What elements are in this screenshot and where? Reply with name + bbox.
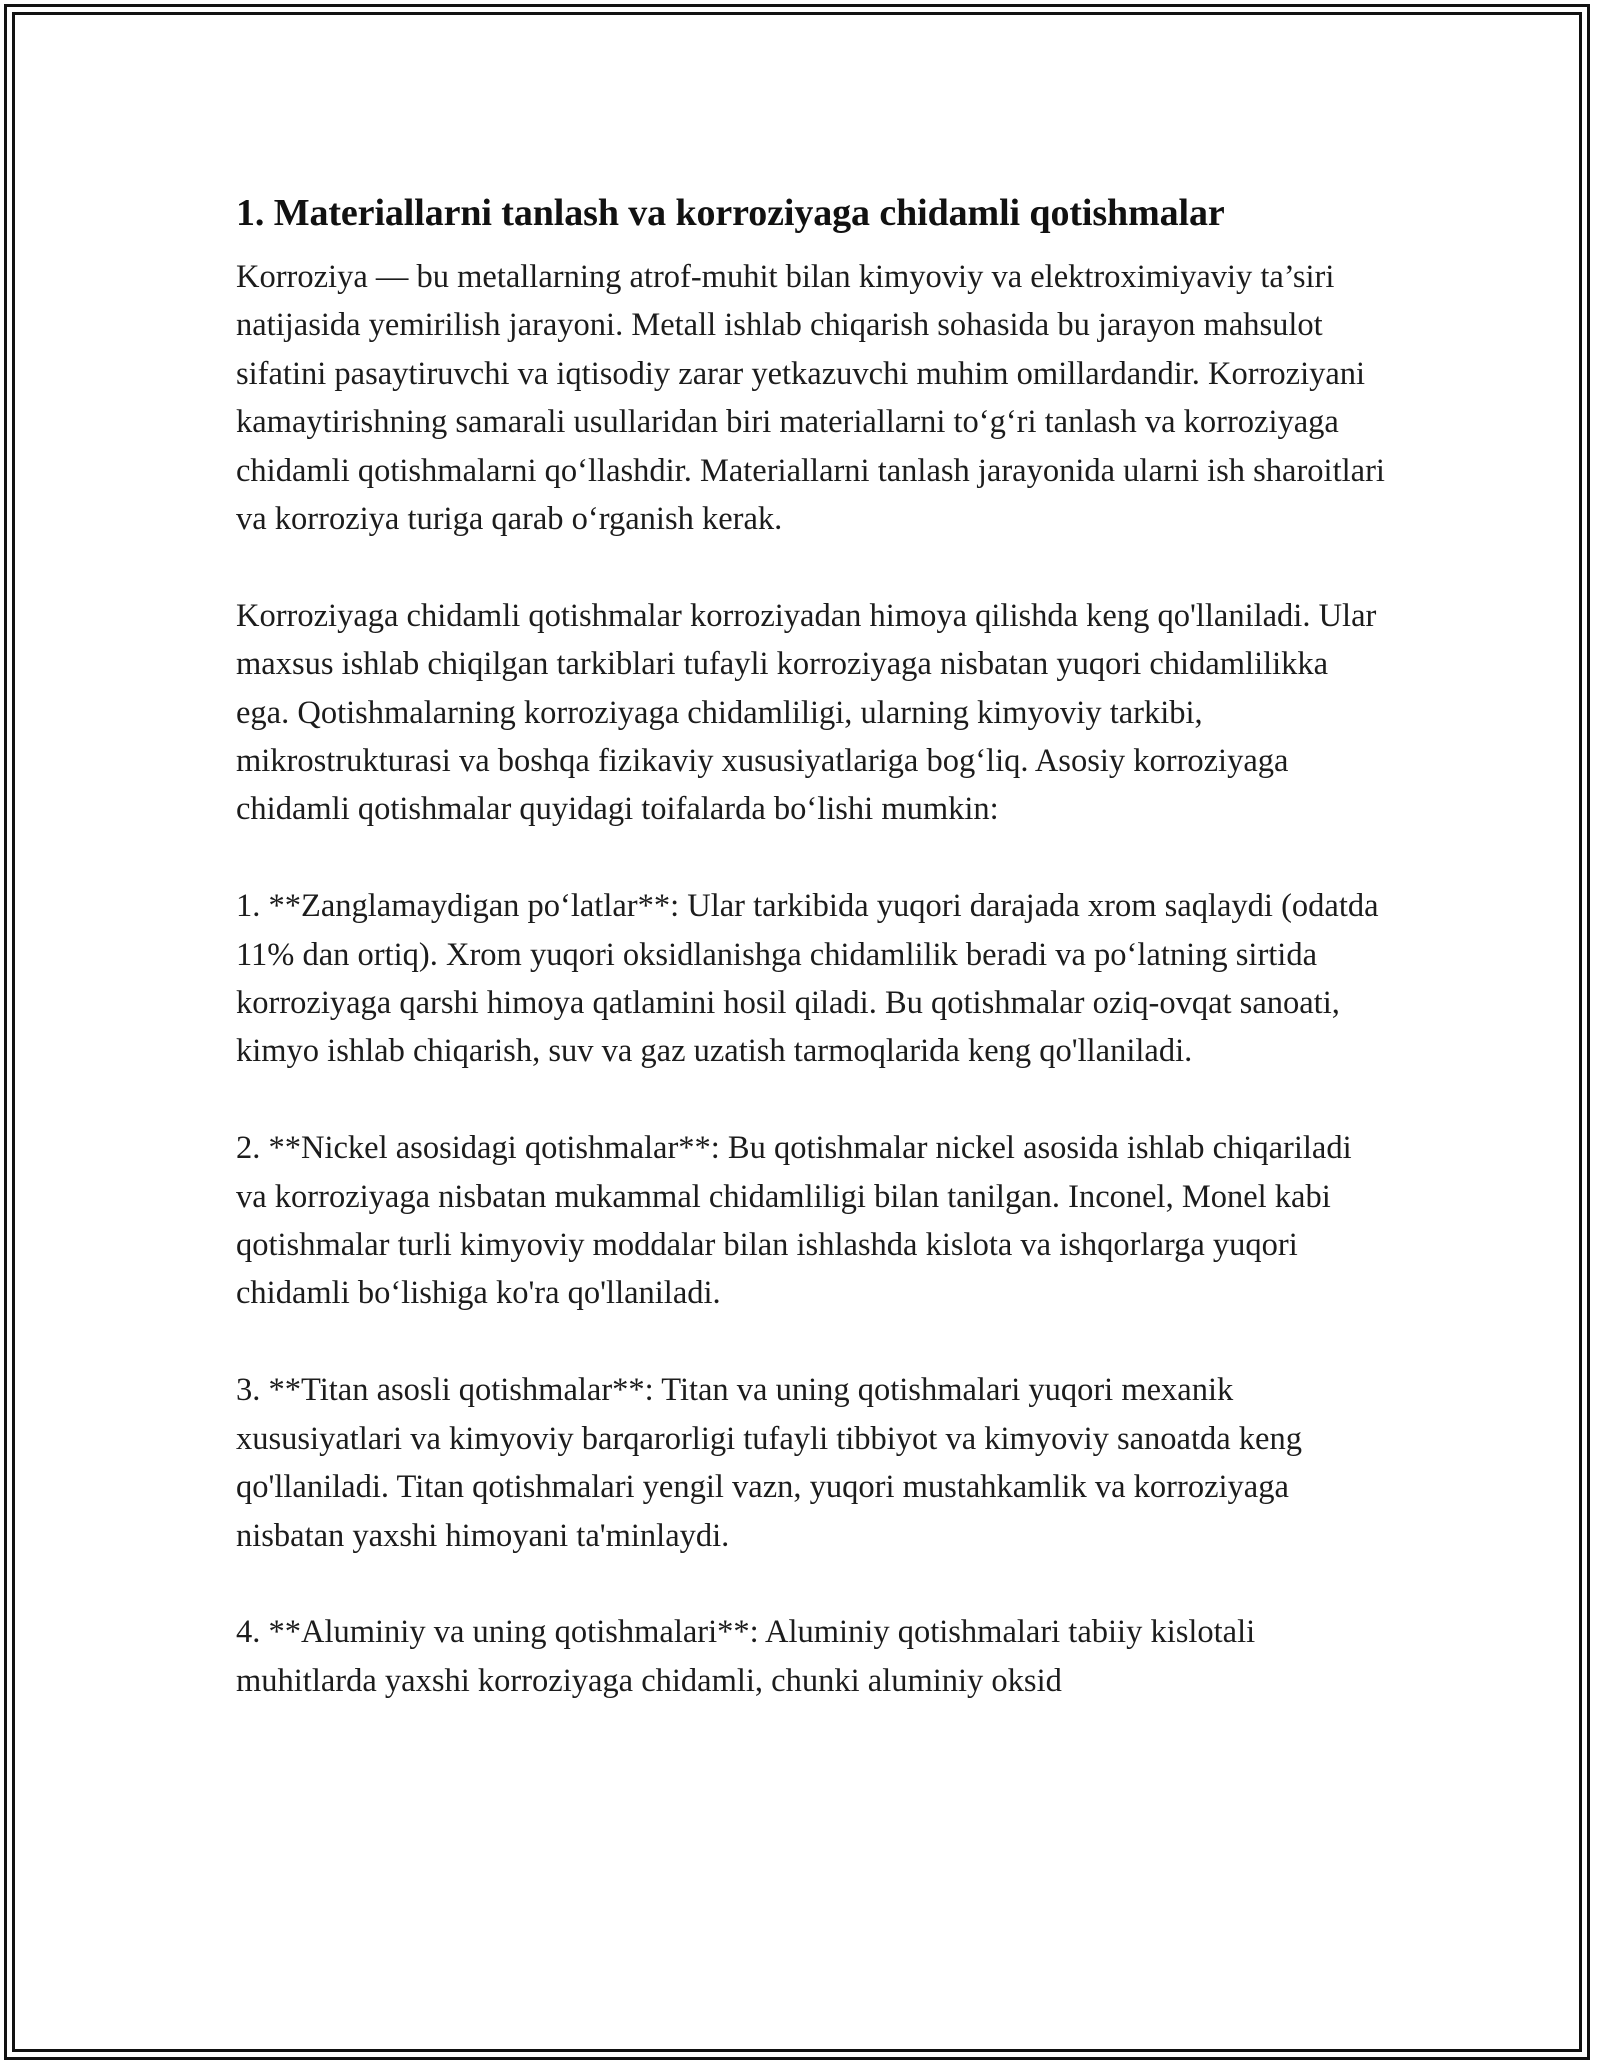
list-item-stainless-steel: 1. **Zanglamaydigan po‘latlar**: Ular tarkibida yuqori darajada xrom saqlaydi (odatda 11% dan ortiq). Xrom yuqori oksidlanishga chidamlilik beradi va po‘latning sirtida korroziyaga qarshi himoya qatlamini hosil qiladi. Bu qotishmalar oziq-ovqat sanoati, kimyo ishlab chiqarish, suv va gaz uzatish tarmoqlarida keng qo'llaniladi. xyxy=(236,888,1379,1070)
paragraph-intro: Korroziya — bu metallarning atrof-muhit bilan kimyoviy va elektroximiyaviy ta’siri natijasida yemirilish jarayoni. Metall ishlab chiqarish sohasida bu jarayon mahsulot sifatini pasaytiruvchi va iqtisodiy zarar yetkazuvchi muhim omillardandir. Korroziyani kamaytirishning samarali usullaridan biri materiallarni to‘g‘ri tanlash va korroziyaga chidamli qotishmalarni qo‘llashdir. Materiallarni tanlash jarayonida ularni ish sharoitlari va korroziya turiga qarab o‘rganish kerak. xyxy=(236,259,1385,538)
section-heading: 1. Materiallarni tanlash va korroziyaga chidamli qotishmalar xyxy=(236,192,1225,234)
list-item-titanium-alloys: 3. **Titan asosli qotishmalar**: Titan va uning qotishmalari yuqori mexanik xususiyatlari va kimyoviy barqarorligi tufayli tibbiyot va kimyoviy sanoatda keng qo'llaniladi. Titan qotishmalari yengil vazn, yuqori mustahkamlik va korroziyaga nisbatan yaxshi himoyani ta'minlaydi. xyxy=(236,1372,1302,1554)
list-item-aluminium-alloys: 4. **Aluminiy va uning qotishmalari**: Aluminiy qotishmalari tabiiy kislotali muhitlarda yaxshi korroziyaga chidamli, chunki aluminiy oksid xyxy=(236,1614,1256,1699)
paragraph-alloys-overview: Korroziyaga chidamli qotishmalar korroziyadan himoya qilishda keng qo'llaniladi. Ular maxsus ishlab chiqilgan tarkiblari tufayli korroziyaga nisbatan yuqori chidamlilikka ega. Qotishmalarning korroziyaga chidamliligi, ularning kimyoviy tarkibi, mikrostrukturasi va boshqa fizikaviy xususiyatlariga bog‘liq. Asosiy korroziyaga chidamli qotishmalar quyidagi toifalarda bo‘lishi mumkin: xyxy=(236,597,1377,828)
list-item-nickel-alloys: 2. **Nickel asosidagi qotishmalar**: Bu qotishmalar nickel asosida ishlab chiqariladi va korroziyaga nisbatan mukammal chidamliligi bilan tanilgan. Inconel, Monel kabi qotishmalar turli kimyoviy moddalar bilan ishlashda kislota va ishqorlarga yuqori chidamli bo‘lishiga ko'ra qo'llaniladi. xyxy=(236,1130,1352,1312)
document-body xyxy=(236,183,1386,1754)
